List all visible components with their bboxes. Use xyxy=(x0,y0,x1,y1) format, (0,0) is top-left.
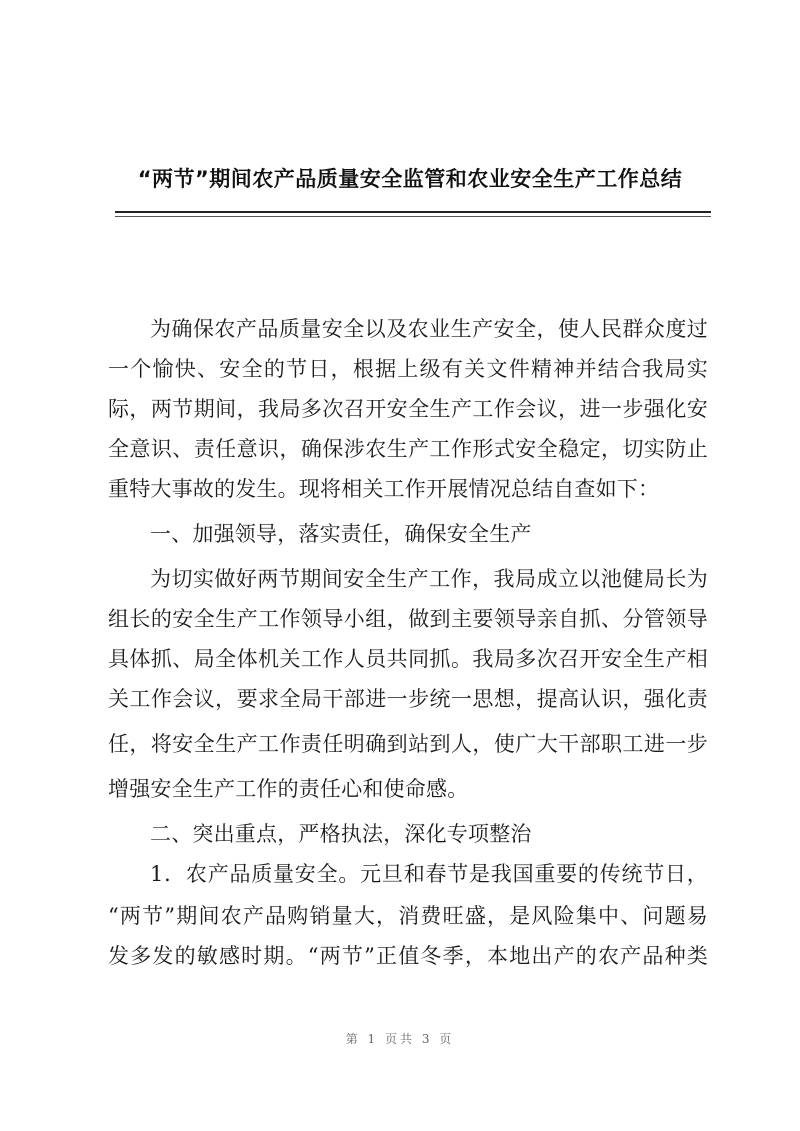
body-line: 为确保农产品质量安全以及农业生产安全，使人民群众度过 xyxy=(150,317,708,341)
body-line: 任，将安全生产工作责任明确到站到人，使广大干部职工进一步 xyxy=(108,732,708,756)
body-line: 具体抓、局全体机关工作人员共同抓。我局多次召开安全生产相 xyxy=(108,647,708,671)
body-line: “两节”期间农产品购销量大，消费旺盛，是风险集中、问题易 xyxy=(108,904,708,928)
title-underline-thin xyxy=(115,216,711,217)
body-line: 全意识、责任意识，确保涉农生产工作形式安全稳定，切实防止 xyxy=(108,437,708,461)
body-line: 重特大事故的发生。现将相关工作开展情况总结自查如下： xyxy=(108,477,660,501)
body-line: 发多发的敏感时期。“两节”正值冬季，本地出产的农产品种类 xyxy=(108,944,708,968)
body-line: 增强安全生产工作的责任心和使命感。 xyxy=(108,777,469,801)
document-title: “两节”期间农产品质量安全监管和农业安全生产工作总结 xyxy=(137,167,683,191)
body-line: 为切实做好两节期间安全生产工作，我局成立以池健局长为 xyxy=(150,567,708,591)
section-heading: 二、突出重点，严格执法，深化专项整治 xyxy=(150,822,532,846)
page-footer: 第 1 页共 3 页 xyxy=(345,1032,455,1046)
body-line: 组长的安全生产工作领导小组，做到主要领导亲自抓、分管领导 xyxy=(108,607,708,631)
body-line: 一个愉快、安全的节日，根据上级有关文件精神并结合我局实 xyxy=(108,357,708,381)
body-line: 1．农产品质量安全。元旦和春节是我国重要的传统节日， xyxy=(150,862,708,886)
body-line: 际，两节期间，我局多次召开安全生产工作会议，进一步强化安 xyxy=(108,397,708,421)
section-heading: 一、加强领导，落实责任，确保安全生产 xyxy=(150,522,532,546)
title-underline-thick xyxy=(115,211,711,213)
body-line: 关工作会议，要求全局干部进一步统一思想，提高认识，强化责 xyxy=(108,687,708,711)
